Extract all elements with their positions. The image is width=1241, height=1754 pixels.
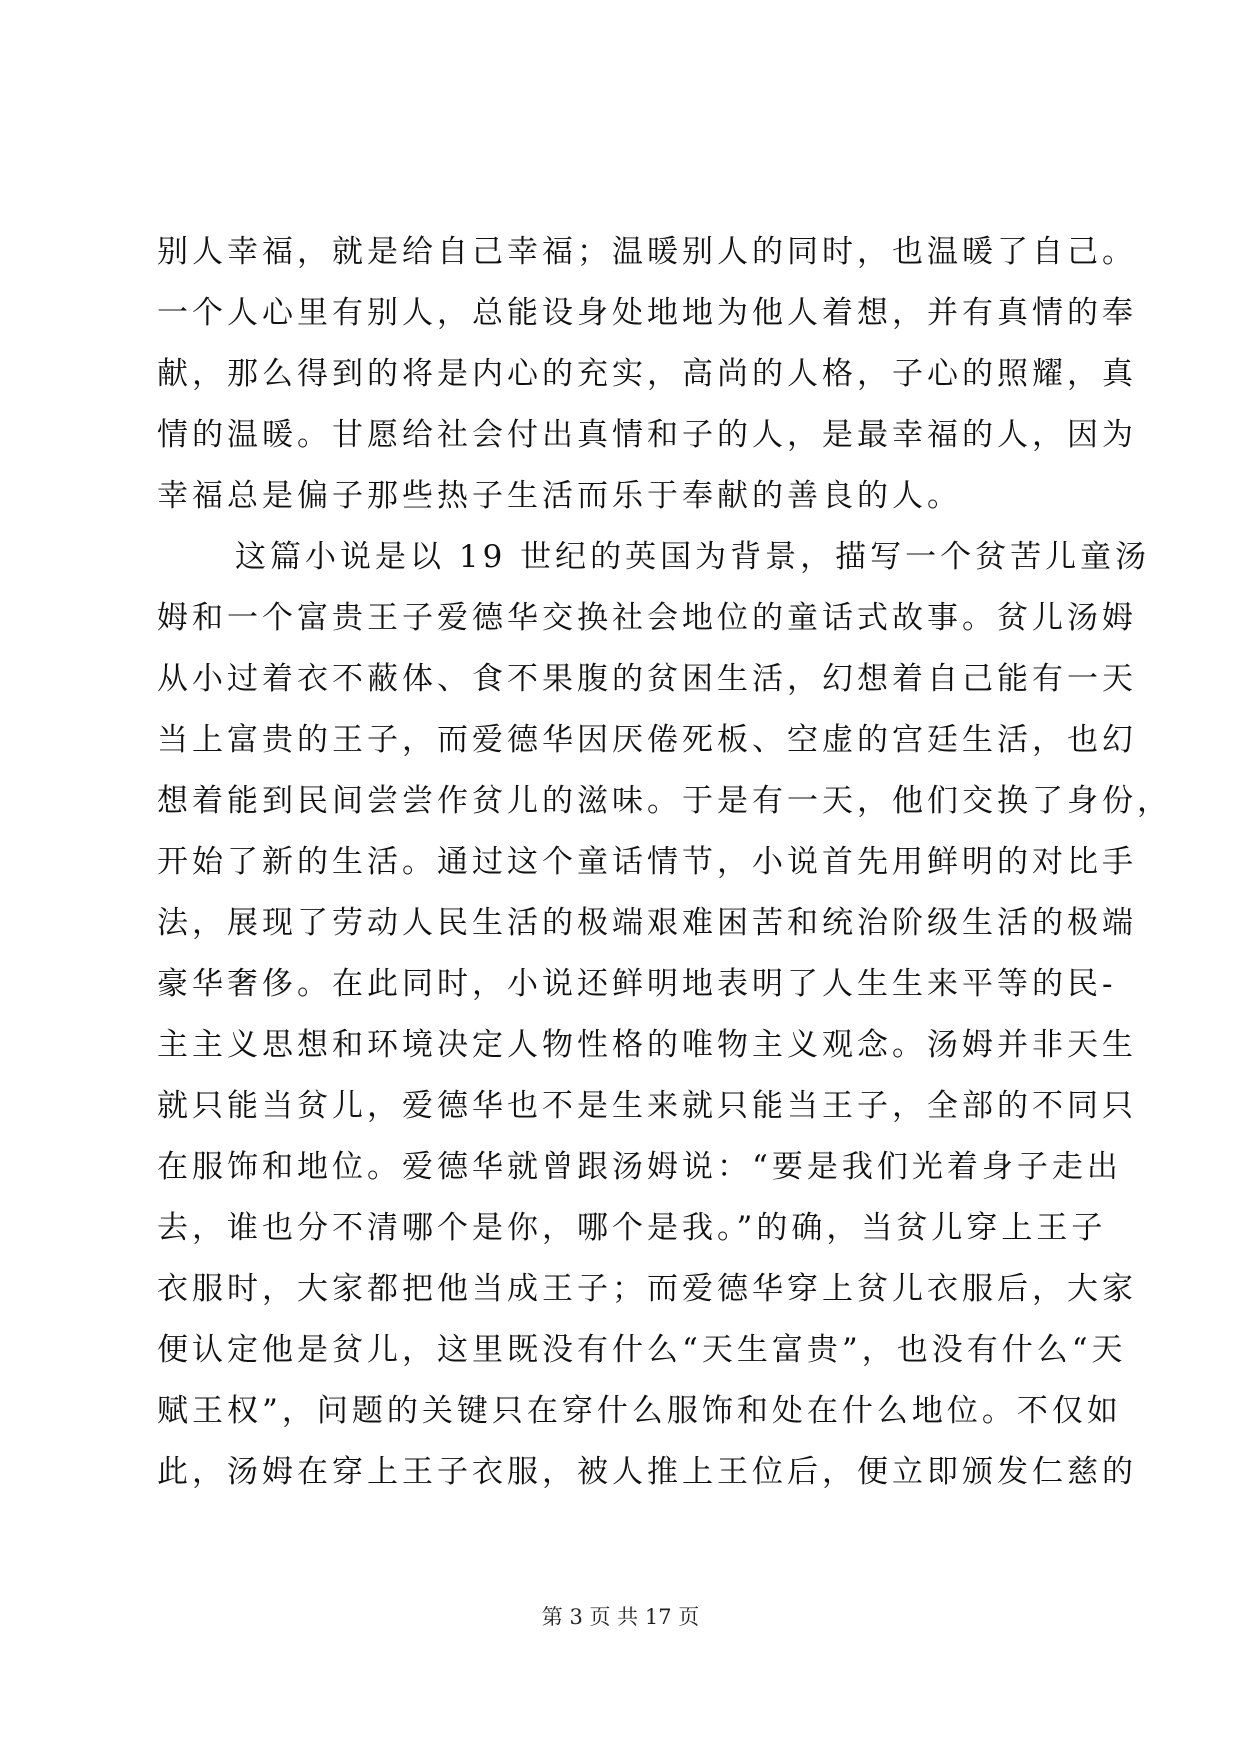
text-line: 法，展现了劳动人民生活的极端艰难困苦和统治阶级生活的极端 — [157, 905, 1137, 941]
text-line: 这篇小说是以 19 世纪的英国为背景，描写一个贫苦儿童汤 — [235, 539, 1151, 575]
text-line: 情的温暖。甘愿给社会付出真情和子的人，是最幸福的人，因为 — [157, 417, 1137, 453]
text-line: 便认定他是贫儿，这里既没有什么“天生富贵”，也没有什么“天 — [157, 1332, 1127, 1368]
text-line: 就只能当贫儿，爱德华也不是生来就只能当王子，全部的不同只 — [157, 1088, 1137, 1124]
text-line: 当上富贵的王子，而爱德华因厌倦死板、空虚的宫廷生活，也幻 — [157, 722, 1137, 758]
text-line: 想着能到民间尝尝作贫儿的滋味。于是有一天，他们交换了身份， — [157, 783, 1172, 819]
text-line: 去，谁也分不清哪个是你，哪个是我。”的确，当贫儿穿上王子 — [157, 1210, 1107, 1246]
text-line: 主主义思想和环境决定人物性格的唯物主义观念。汤姆并非天生 — [157, 1027, 1137, 1063]
text-line: 献，那么得到的将是内心的充实，高尚的人格，子心的照耀，真 — [157, 356, 1137, 392]
text-line: 此，汤姆在穿上王子衣服，被人推上王位后，便立即颁发仁慈的 — [157, 1454, 1137, 1490]
body-text — [157, 222, 1172, 1503]
text-line: 衣服时，大家都把他当成王子；而爱德华穿上贫儿衣服后，大家 — [157, 1271, 1137, 1307]
text-line: 姆和一个富贵王子爱德华交换社会地位的童话式故事。贫儿汤姆 — [157, 600, 1137, 636]
text-line: 赋王权”，问题的关键只在穿什么服饰和处在什么地位。不仅如 — [157, 1393, 1122, 1429]
page-number-footer: 第 3 页 共 17 页 — [541, 1605, 700, 1629]
text-line: 别人幸福，就是给自己幸福；温暖别人的同时，也温暖了自己。 — [157, 234, 1137, 270]
text-line: 豪华奢侈。在此同时，小说还鲜明地表明了人生生来平等的民- — [157, 966, 1117, 1002]
text-line: 一个人心里有别人，总能设身处地地为他人着想，并有真情的奉 — [157, 295, 1137, 331]
text-line: 幸福总是偏子那些热子生活而乐于奉献的善良的人。 — [157, 478, 962, 514]
text-line: 从小过着衣不蔽体、食不果腹的贫困生活，幻想着自己能有一天 — [157, 661, 1137, 697]
text-line: 在服饰和地位。爱德华就曾跟汤姆说：“要是我们光着身子走出 — [157, 1149, 1122, 1185]
text-line: 开始了新的生活。通过这个童话情节，小说首先用鲜明的对比手 — [157, 844, 1137, 880]
